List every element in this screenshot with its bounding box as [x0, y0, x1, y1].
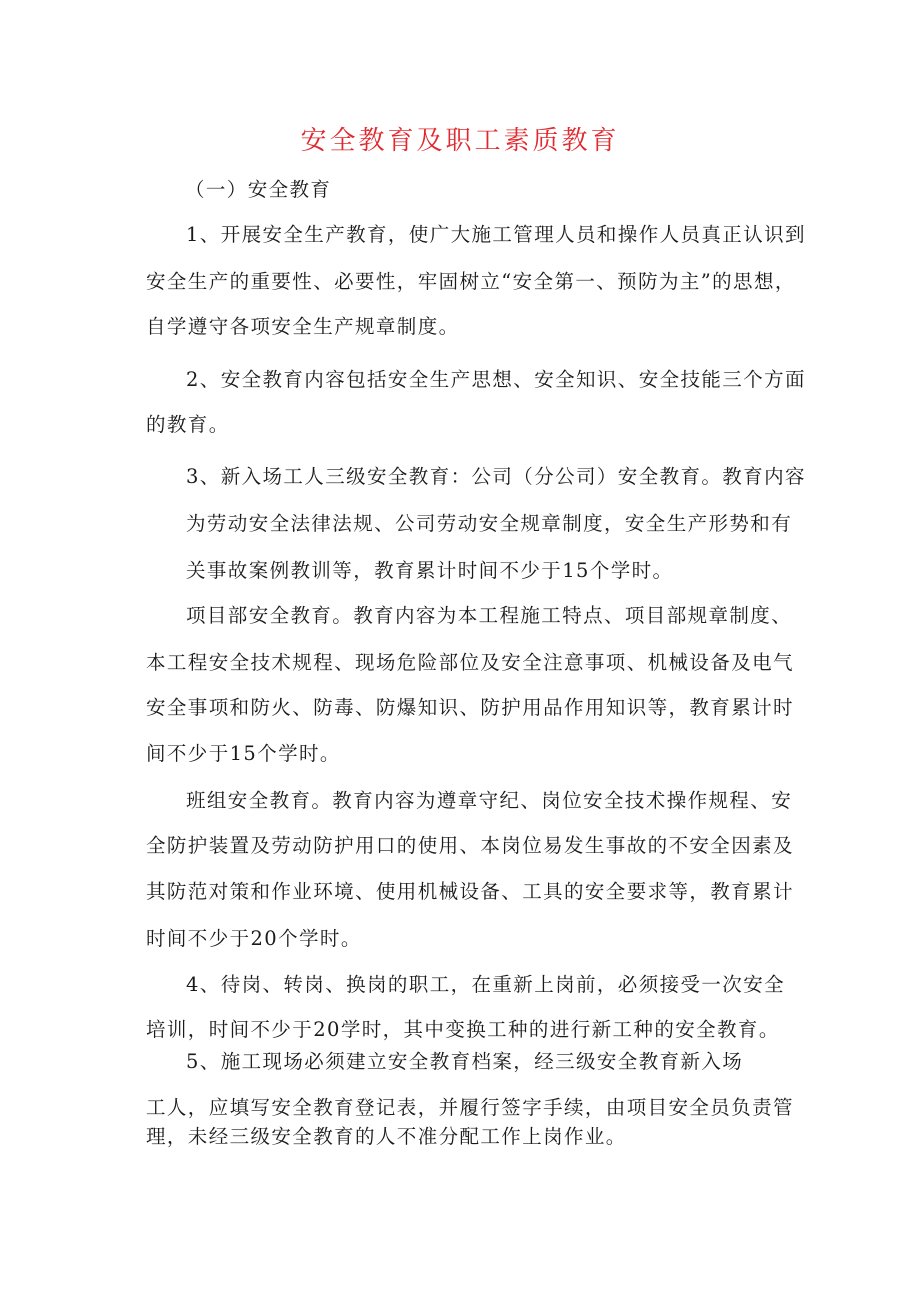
paragraph-line: 时间不少于20个学时。	[146, 927, 362, 950]
paragraph-line: 5、施工现场必须建立安全教育档案，经三级安全教育新入场	[186, 1050, 744, 1073]
paragraph-line: 安全生产的重要性、必要性，牢固树立“安全第一、预防为主”的思想，	[146, 270, 796, 293]
document-title: 安全教育及职工素质教育	[300, 126, 620, 156]
paragraph-line: 本工程安全技术规程、现场危险部位及安全注意事项、机械设备及电气	[146, 651, 794, 674]
paragraph-line: 工人，应填写安全教育登记表，并履行签字手续，由项目安全员负责管	[146, 1096, 794, 1119]
paragraph-line: 1、开展安全生产教育，使广大施工管理人员和操作人员真正认识到	[186, 223, 806, 246]
paragraph-line: 3、新入场工人三级安全教育：公司（分公司）安全教育。教育内容	[186, 465, 806, 488]
paragraph-line: 安全事项和防火、防毒、防爆知识、防护用品作用知识等，教育累计时	[146, 696, 794, 719]
paragraph-line: 的教育。	[146, 413, 230, 436]
paragraph-line: 自学遵守各项安全生产规章制度。	[146, 315, 460, 338]
paragraph-line: 2、安全教育内容包括安全生产思想、安全知识、安全技能三个方面	[186, 368, 806, 391]
paragraph-line: 其防范对策和作业环境、使用机械设备、工具的安全要求等，教育累计	[146, 880, 794, 903]
paragraph-line: 间不少于15个学时。	[146, 742, 341, 765]
paragraph-line: 培训，时间不少于20学时，其中变换工种的进行新工种的安全教育。	[146, 1018, 780, 1041]
paragraph-line: 全防护装置及劳动防护用口的使用、本岗位易发生事故的不安全因素及	[146, 834, 794, 857]
paragraph-line: 班组安全教育。教育内容为遵章守纪、岗位安全技术操作规程、安	[186, 789, 793, 812]
paragraph-line: 关事故案例教训等，教育累计时间不少于15个学时。	[186, 559, 674, 582]
paragraph-line: 4、待岗、转岗、换岗的职工，在重新上岗前，必须接受一次安全	[186, 973, 786, 996]
paragraph-line: 为劳动安全法律法规、公司劳动安全规章制度，安全生产形势和有	[186, 512, 793, 535]
paragraph-line: 理，未经三级安全教育的人不准分配工作上岗作业。	[146, 1125, 627, 1148]
section-heading: （一）安全教育	[185, 178, 332, 201]
paragraph-line: 项目部安全教育。教育内容为本工程施工特点、项目部规章制度、	[186, 604, 793, 627]
